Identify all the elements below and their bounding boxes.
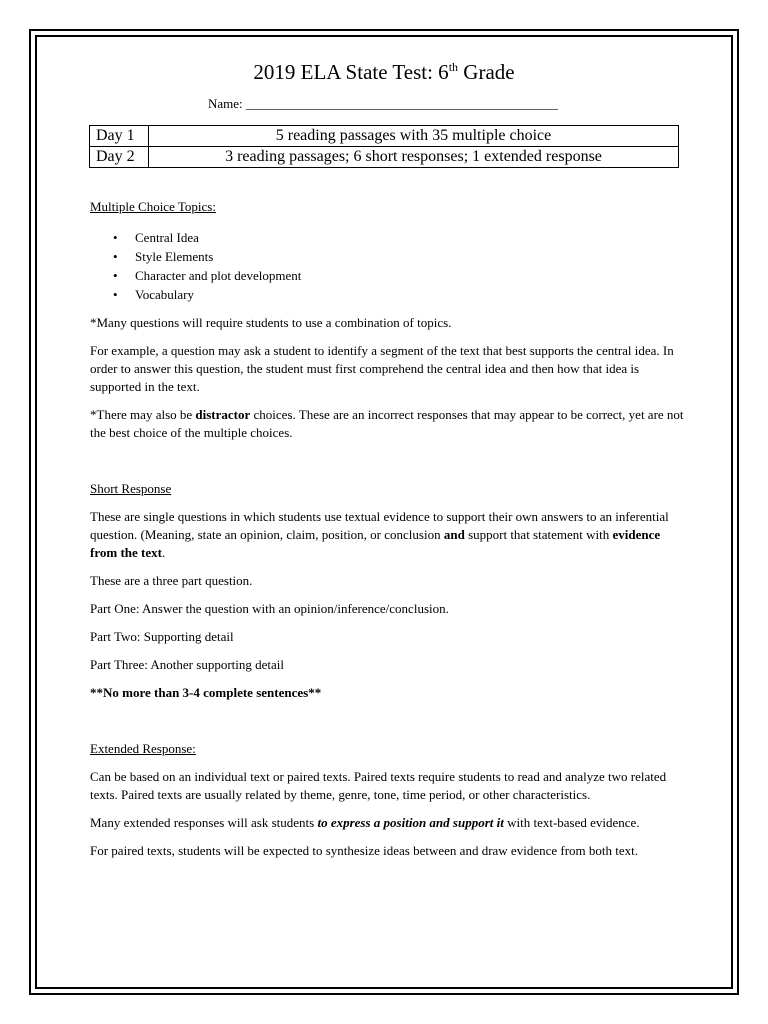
part-two: Part Two: Supporting detail (90, 629, 234, 644)
bullet-icon: • (113, 230, 118, 245)
day-cell: Day 1 (90, 126, 149, 147)
sr-text-d: evidence from the text (90, 527, 661, 560)
part-three: Part Three: Another supporting detail (90, 657, 284, 672)
topic-label: Character and plot development (135, 268, 302, 283)
short-response-description (90, 508, 686, 562)
topic-label: Style Elements (135, 249, 214, 264)
sr-text-b: and (443, 527, 465, 542)
list-item (90, 285, 686, 304)
distractor-paragraph (90, 406, 686, 442)
extended-response-heading: Extended Response: (90, 741, 196, 756)
er-text-a: Many extended responses will ask students (90, 815, 318, 830)
distractor-text-post: choices. These are an incorrect responses that may appear to be correct, yet are not the best choice of the multiple choices. (90, 407, 684, 440)
day-cell: Day 2 (90, 147, 149, 168)
name-line: Name: ________________________________________________ (208, 96, 558, 111)
sentence-limit-text: **No more than 3-4 complete sentences** (90, 685, 322, 700)
table-row (90, 147, 679, 168)
title-superscript: th (448, 60, 459, 74)
sr-text-c: support that statement with (464, 527, 613, 542)
title-text: 2019 ELA State Test: 6 (253, 60, 449, 84)
title-suffix: Grade (458, 60, 515, 84)
short-response-heading: Short Response (90, 481, 172, 496)
er-text-b: to express a position and support it (317, 815, 504, 830)
example-paragraph: For example, a question may ask a student to identify a segment of the text that best supports the central idea. In order to answer this question, the student must first comprehend the central idea and then how that idea is supported in the text. (90, 343, 674, 394)
sentence-limit (90, 684, 686, 702)
bullet-icon: • (113, 268, 118, 283)
list-item (90, 247, 686, 266)
three-part-note: These are a three part question. (90, 573, 253, 588)
extended-response-paired: For paired texts, students will be expected to synthesize ideas between and draw evidence from both text. (90, 843, 638, 858)
distractor-term: distractor (195, 407, 251, 422)
part-one: Part One: Answer the question with an opinion/inference/conclusion. (90, 601, 449, 616)
document-body (90, 198, 686, 870)
day-description-cell: 3 reading passages; 6 short responses; 1 extended response (149, 147, 679, 168)
topics-list (90, 228, 686, 304)
list-item (90, 228, 686, 247)
topic-label: Central Idea (135, 230, 199, 245)
document-title (0, 58, 768, 86)
sr-text-e: . (161, 545, 166, 560)
er-text-c: with text-based evidence. (503, 815, 640, 830)
multiple-choice-heading: Multiple Choice Topics: (90, 199, 216, 214)
table-row (90, 126, 679, 147)
days-table (89, 125, 679, 168)
list-item (90, 266, 686, 285)
sr-text-a: These are single questions in which students use textual evidence to support their own answers to an inferential question. (Meaning, state an opinion, claim, position, or conclusion (90, 509, 669, 542)
distractor-text-pre: *There may also be (90, 407, 196, 422)
day-description-cell: 5 reading passages with 35 multiple choice (149, 126, 679, 147)
topic-label: Vocabulary (135, 287, 194, 302)
bullet-icon: • (113, 287, 118, 302)
extended-response-description: Can be based on an individual text or paired texts. Paired texts require students to read and analyze two related texts. Paired texts are usually related by theme, genre, tone, time period, or other characteristics. (90, 769, 667, 802)
bullet-icon: • (113, 249, 118, 264)
combination-note: *Many questions will require students to use a combination of topics. (90, 315, 452, 330)
extended-response-position (90, 814, 686, 832)
